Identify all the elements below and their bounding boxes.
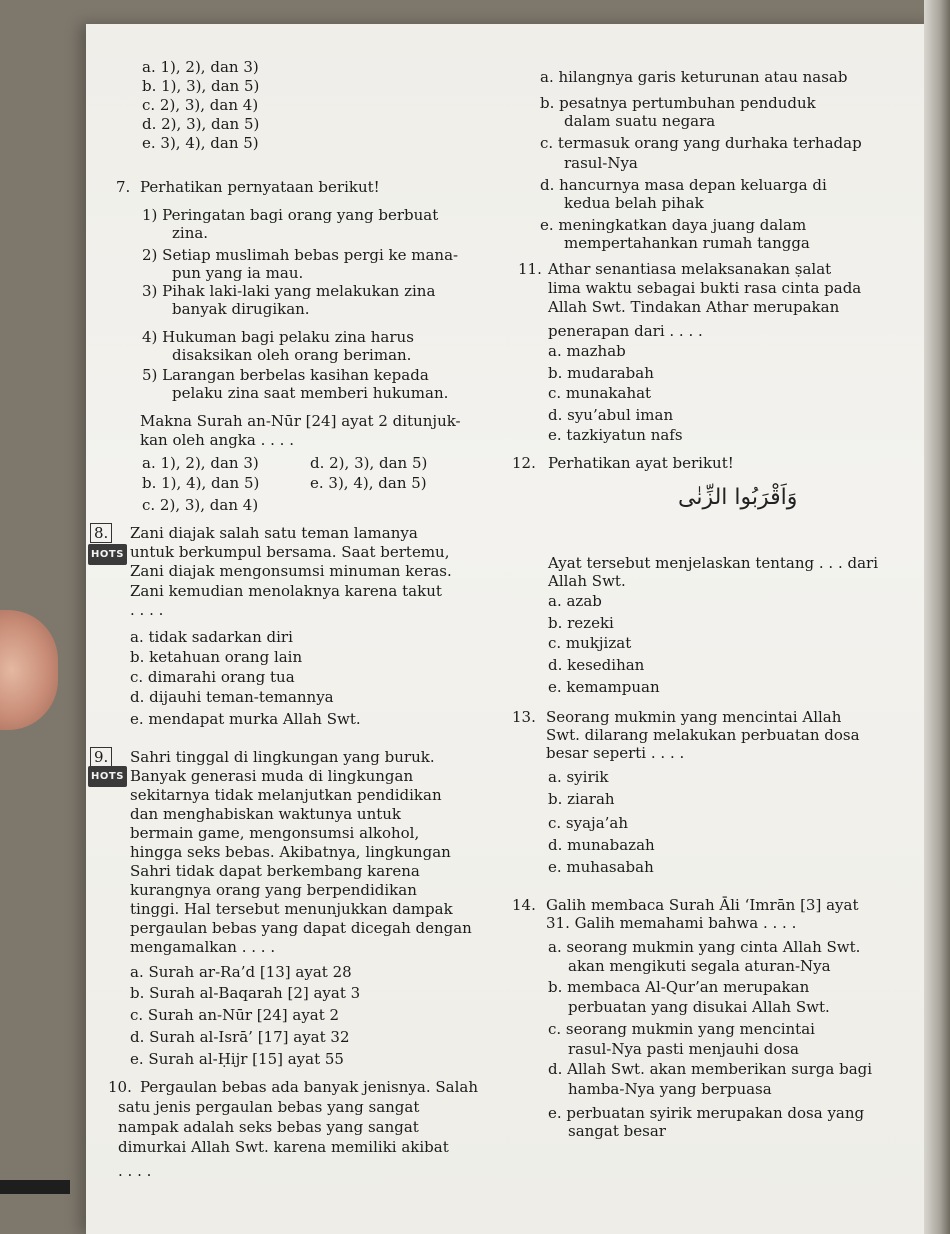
q8-option-c: c. dimarahi orang tua [130, 668, 295, 686]
q9-option-c: c. Surah an-Nūr [24] ayat 2 [130, 1006, 340, 1024]
q12-option-d: d. kesedihan [548, 656, 645, 674]
q14-option-a-1: a. seorang mukmin yang cinta Allah Swt. [548, 938, 861, 956]
q9-option-d: d. Surah al-Isrā’ [17] ayat 32 [130, 1028, 350, 1046]
q11-option-d: d. syu’abul iman [548, 406, 674, 424]
q7-statement-5b: pelaku zina saat memberi hukuman. [172, 384, 449, 402]
q10-option-e-2: mempertahankan rumah tangga [564, 234, 810, 252]
q9-option-b: b. Surah al-Baqarah [2] ayat 3 [130, 984, 361, 1002]
q10-option-c-1: c. termasuk orang yang durhaka terhadap [540, 134, 862, 152]
q7-statement-1b: zina. [172, 224, 209, 242]
q7-statement-4a: 4) Hukuman bagi pelaku zina harus [142, 328, 414, 346]
q13-line-3: besar seperti . . . . [546, 744, 685, 762]
q7-statement-3b: banyak dirugikan. [172, 300, 310, 318]
q8-number [90, 524, 116, 543]
q11-option-c: c. munakahat [548, 384, 652, 402]
q6-option-c: c. 2), 3), dan 4) [142, 96, 259, 114]
q14-option-d-2: hamba-Nya yang berpuasa [568, 1080, 772, 1098]
q14-option-b-2: perbuatan yang disukai Allah Swt. [568, 998, 830, 1016]
q10-line-3: nampak adalah seks bebas yang sangat [118, 1118, 419, 1136]
q9-hots-badge: HOTS [88, 766, 127, 787]
q10-line-1: Pergaulan bebas ada banyak jenisnya. Salah [140, 1078, 478, 1096]
q8-number-box: 8. [90, 523, 112, 543]
q7-number: 7. [116, 178, 131, 196]
q8-line-2: untuk berkumpul bersama. Saat bertemu, [130, 543, 450, 561]
q9-option-e: e. Surah al-Ḥijr [15] ayat 55 [130, 1050, 344, 1068]
q7-statement-5a: 5) Larangan berbelas kasihan kepada [142, 366, 429, 384]
q10-option-a: a. hilangnya garis keturunan atau nasab [540, 68, 848, 86]
q14-option-a-2: akan mengikuti segala aturan-Nya [568, 957, 831, 975]
q10-option-b-1: b. pesatnya pertumbuhan penduduk [540, 94, 816, 112]
q10-option-d-2: kedua belah pihak [564, 194, 704, 212]
q13-option-c: c. syaja’ah [548, 814, 629, 832]
q7-option-a: a. 1), 2), dan 3) [142, 454, 259, 472]
q9-line-1: Sahri tinggal di lingkungan yang buruk. [130, 748, 435, 766]
q9-line-2: Banyak generasi muda di lingkungan [130, 767, 414, 785]
q9-line-9: tinggi. Hal tersebut menunjukkan dampak [130, 900, 453, 918]
q12-number: 12. [512, 454, 536, 472]
q10-option-c-2: rasul-Nya [564, 154, 638, 172]
q13-option-b: b. ziarah [548, 790, 615, 808]
q7-ask-1: Makna Surah an-Nūr [24] ayat 2 ditunjuk- [140, 412, 461, 430]
pen-edge [0, 1180, 70, 1194]
q9-option-a: a. Surah ar-Ra’d [13] ayat 28 [130, 963, 352, 981]
q8-line-5: . . . . [130, 601, 164, 619]
q14-option-e-2: sangat besar [568, 1122, 666, 1140]
q14-option-b-1: b. membaca Al-Qur’an merupakan [548, 978, 810, 996]
q14-line-1: Galih membaca Surah Āli ‘Imrān [3] ayat [546, 896, 859, 914]
q13-option-e: e. muhasabah [548, 858, 654, 876]
q7-statement-2a: 2) Setiap muslimah bebas pergi ke mana- [142, 246, 459, 264]
q6-option-a: a. 1), 2), dan 3) [142, 58, 259, 76]
q6-option-d: d. 2), 3), dan 5) [142, 115, 260, 133]
q9-line-5: bermain game, mengonsumsi alkohol, [130, 824, 420, 842]
q9-line-7: Sahri tidak dapat berkembang karena [130, 862, 420, 880]
q10-option-d-1: d. hancurnya masa depan keluarga di [540, 176, 827, 194]
q8-line-1: Zani diajak salah satu teman lamanya [130, 524, 418, 542]
q12-option-a: a. azab [548, 592, 602, 610]
q12-option-c: c. mukjizat [548, 634, 632, 652]
q14-option-c-1: c. seorang mukmin yang mencintai [548, 1020, 815, 1038]
q12-line-2: Allah Swt. [548, 572, 626, 590]
q10-option-e-1: e. meningkatkan daya juang dalam [540, 216, 807, 234]
q8-line-4: Zani kemudian menolaknya karena takut [130, 582, 442, 600]
q14-option-d-1: d. Allah Swt. akan memberikan surga bagi [548, 1060, 873, 1078]
q11-line-4: penerapan dari . . . . [548, 322, 703, 340]
q7-statement-1a: 1) Peringatan bagi orang yang berbuat [142, 206, 439, 224]
q7-option-b: b. 1), 4), dan 5) [142, 474, 260, 492]
q12-arabic-verse: وَاَقْرَبُوا الزِّنٰى [678, 485, 798, 510]
q8-option-d: d. dijauhi teman-temannya [130, 688, 334, 706]
q11-number: 11. [518, 260, 542, 278]
q10-option-b-2: dalam suatu negara [564, 112, 716, 130]
q9-line-6: hingga seks bebas. Akibatnya, lingkungan [130, 843, 451, 861]
q7-statement-2b: pun yang ia mau. [172, 264, 304, 282]
q7-statement-3a: 3) Pihak laki-laki yang melakukan zina [142, 282, 436, 300]
q12-option-e: e. kemampuan [548, 678, 660, 696]
q12-line-1: Ayat tersebut menjelaskan tentang . . . dari [548, 554, 879, 572]
q14-option-e-1: e. perbuatan syirik merupakan dosa yang [548, 1104, 865, 1122]
q11-option-a: a. mazhab [548, 342, 626, 360]
q8-option-a: a. tidak sadarkan diri [130, 628, 293, 646]
q13-option-a: a. syirik [548, 768, 609, 786]
q7-option-d: d. 2), 3), dan 5) [310, 454, 428, 472]
q10-number: 10. [108, 1078, 132, 1096]
q7-ask-2: kan oleh angka . . . . [140, 431, 294, 449]
q10-line-5: . . . . [118, 1162, 152, 1180]
q9-line-8: kurangnya orang yang berpendidikan [130, 881, 417, 899]
q12-option-b: b. rezeki [548, 614, 614, 632]
q9-number-box: 9. [90, 747, 112, 767]
q11-option-b: b. mudarabah [548, 364, 654, 382]
q7-stem: Perhatikan pernyataan berikut! [140, 178, 380, 196]
q7-option-c: c. 2), 3), dan 4) [142, 496, 259, 514]
q8-hots-badge: HOTS [88, 544, 127, 565]
q9-number [90, 748, 116, 767]
q7-statement-4b: disaksikan oleh orang beriman. [172, 346, 412, 364]
q8-option-b: b. ketahuan orang lain [130, 648, 303, 666]
q13-option-d: d. munabazah [548, 836, 655, 854]
thumb [0, 610, 58, 730]
q10-line-4: dimurkai Allah Swt. karena memiliki akibat [118, 1138, 449, 1156]
q9-line-3: sekitarnya tidak melanjutkan pendidikan [130, 786, 442, 804]
q12-stem: Perhatikan ayat berikut! [548, 454, 734, 472]
q9-line-4: dan menghabiskan waktunya untuk [130, 805, 402, 823]
book-page-edge [924, 0, 950, 1234]
q9-line-11: mengamalkan . . . . [130, 938, 276, 956]
q11-option-e: e. tazkiyatun nafs [548, 426, 683, 444]
q10-line-2: satu jenis pergaulan bebas yang sangat [118, 1098, 420, 1116]
q13-line-2: Swt. dilarang melakukan perbuatan dosa [546, 726, 860, 744]
q14-number: 14. [512, 896, 536, 914]
q6-option-e: e. 3), 4), dan 5) [142, 134, 259, 152]
q9-line-10: pergaulan bebas yang dapat dicegah dengan [130, 919, 472, 937]
q13-number: 13. [512, 708, 536, 726]
q7-option-e: e. 3), 4), dan 5) [310, 474, 427, 492]
q14-line-2: 31. Galih memahami bahwa . . . . [546, 914, 797, 932]
q8-option-e: e. mendapat murka Allah Swt. [130, 710, 361, 728]
q13-line-1: Seorang mukmin yang mencintai Allah [546, 708, 842, 726]
q11-line-1: Athar senantiasa melaksanakan ṣalat [548, 260, 832, 278]
q14-option-c-2: rasul-Nya pasti menjauhi dosa [568, 1040, 799, 1058]
q11-line-2: lima waktu sebagai bukti rasa cinta pada [548, 279, 862, 297]
q6-option-b: b. 1), 3), dan 5) [142, 77, 260, 95]
q11-line-3: Allah Swt. Tindakan Athar merupakan [548, 298, 840, 316]
q8-line-3: Zani diajak mengonsumsi minuman keras. [130, 562, 452, 580]
